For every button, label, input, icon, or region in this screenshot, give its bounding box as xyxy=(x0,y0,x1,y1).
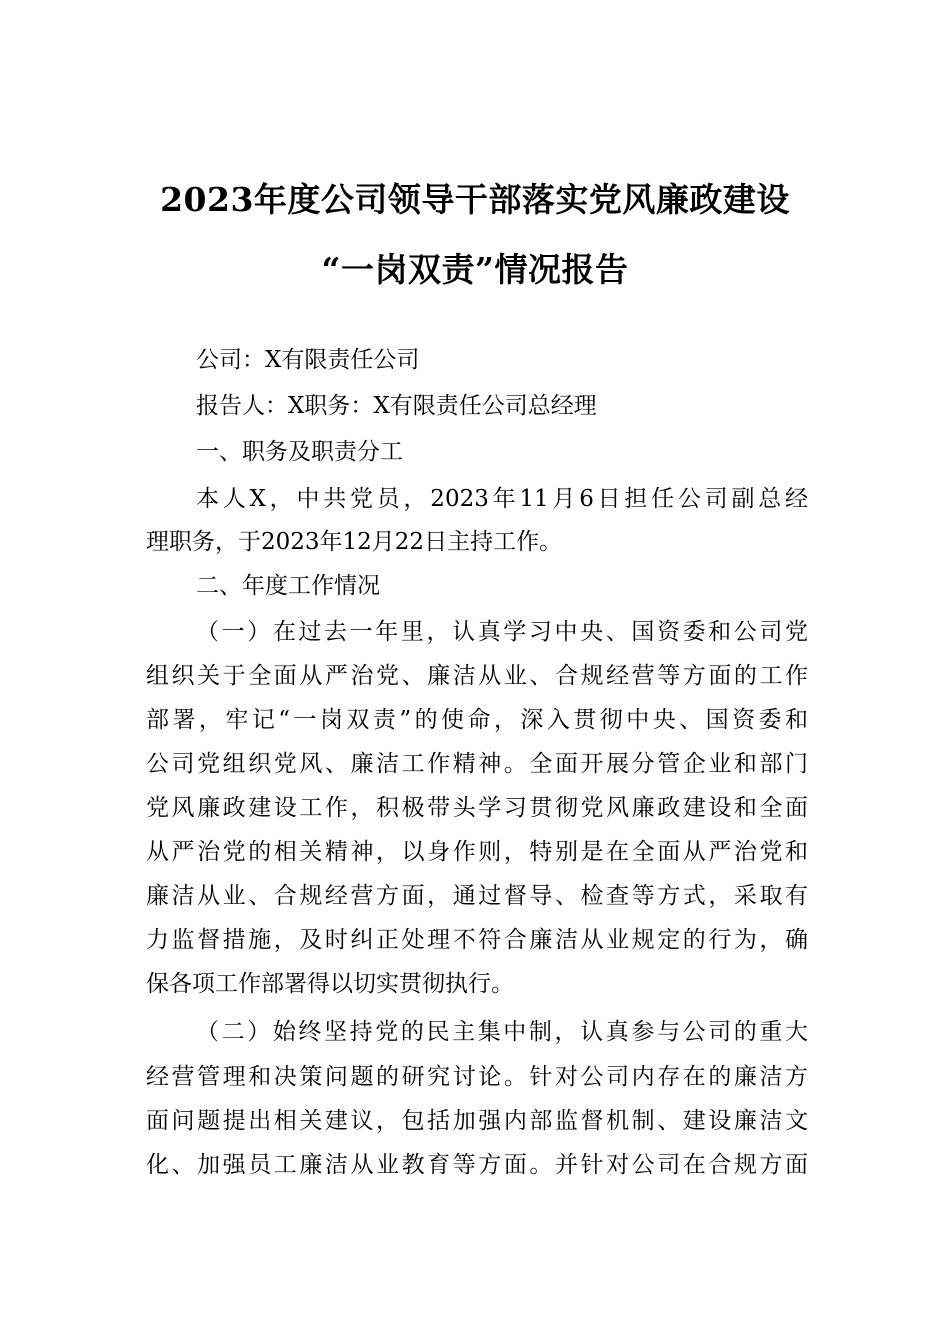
section-2-heading: 二、年度工作情况 xyxy=(196,573,380,599)
reporter-line: 报告人：X职务：X有限责任公司总经理 xyxy=(196,393,597,419)
paragraph-1-line: 廉洁从业、合规经营方面，通过督导、检查等方式，采取有 xyxy=(146,883,808,909)
section-1-heading: 一、职务及职责分工 xyxy=(196,439,403,465)
paragraph-1-line: 力监督措施，及时纠正处理不符合廉洁从业规定的行为，确 xyxy=(146,927,808,953)
paragraph-1-line: 党风廉政建设工作，积极带头学习贯彻党风廉政建设和全面 xyxy=(146,795,808,821)
section-1-line: 本人X，中共党员，2023年11月6日担任公司副总经 xyxy=(196,486,808,512)
paragraph-1-line: 组织关于全面从严治党、廉洁从业、合规经营等方面的工作 xyxy=(146,663,808,689)
paragraph-1-line: 部署，牢记“一岗双责”的使命，深入贯彻中央、国资委和 xyxy=(146,707,808,733)
document-title-line-1: 2023年度公司领导干部落实党风廉政建设 xyxy=(160,180,790,219)
paragraph-2-line: 化、加强员工廉洁从业教育等方面。并针对公司在合规方面 xyxy=(146,1152,808,1178)
paragraph-1-line: 公司党组织党风、廉洁工作精神。全面开展分管企业和部门 xyxy=(146,751,808,777)
paragraph-2-line: （二）始终坚持党的民主集中制，认真参与公司的重大 xyxy=(196,1019,808,1045)
paragraph-1-line: 保各项工作部署得以切实贯彻执行。 xyxy=(146,971,514,997)
company-line: 公司：X有限责任公司 xyxy=(196,347,420,373)
paragraph-2-line: 经营管理和决策问题的研究讨论。针对公司内存在的廉洁方 xyxy=(146,1064,808,1090)
section-1-line: 理职务，于2023年12月22日主持工作。 xyxy=(146,529,563,555)
paragraph-1-line: （一）在过去一年里，认真学习中央、国资委和公司党 xyxy=(196,619,808,645)
paragraph-2-line: 面问题提出相关建议，包括加强内部监督机制、建设廉洁文 xyxy=(146,1108,808,1134)
paragraph-1-line: 从严治党的相关精神，以身作则，特别是在全面从严治党和 xyxy=(146,839,808,865)
document-title-line-2: “一岗双责”情况报告 xyxy=(321,250,629,289)
